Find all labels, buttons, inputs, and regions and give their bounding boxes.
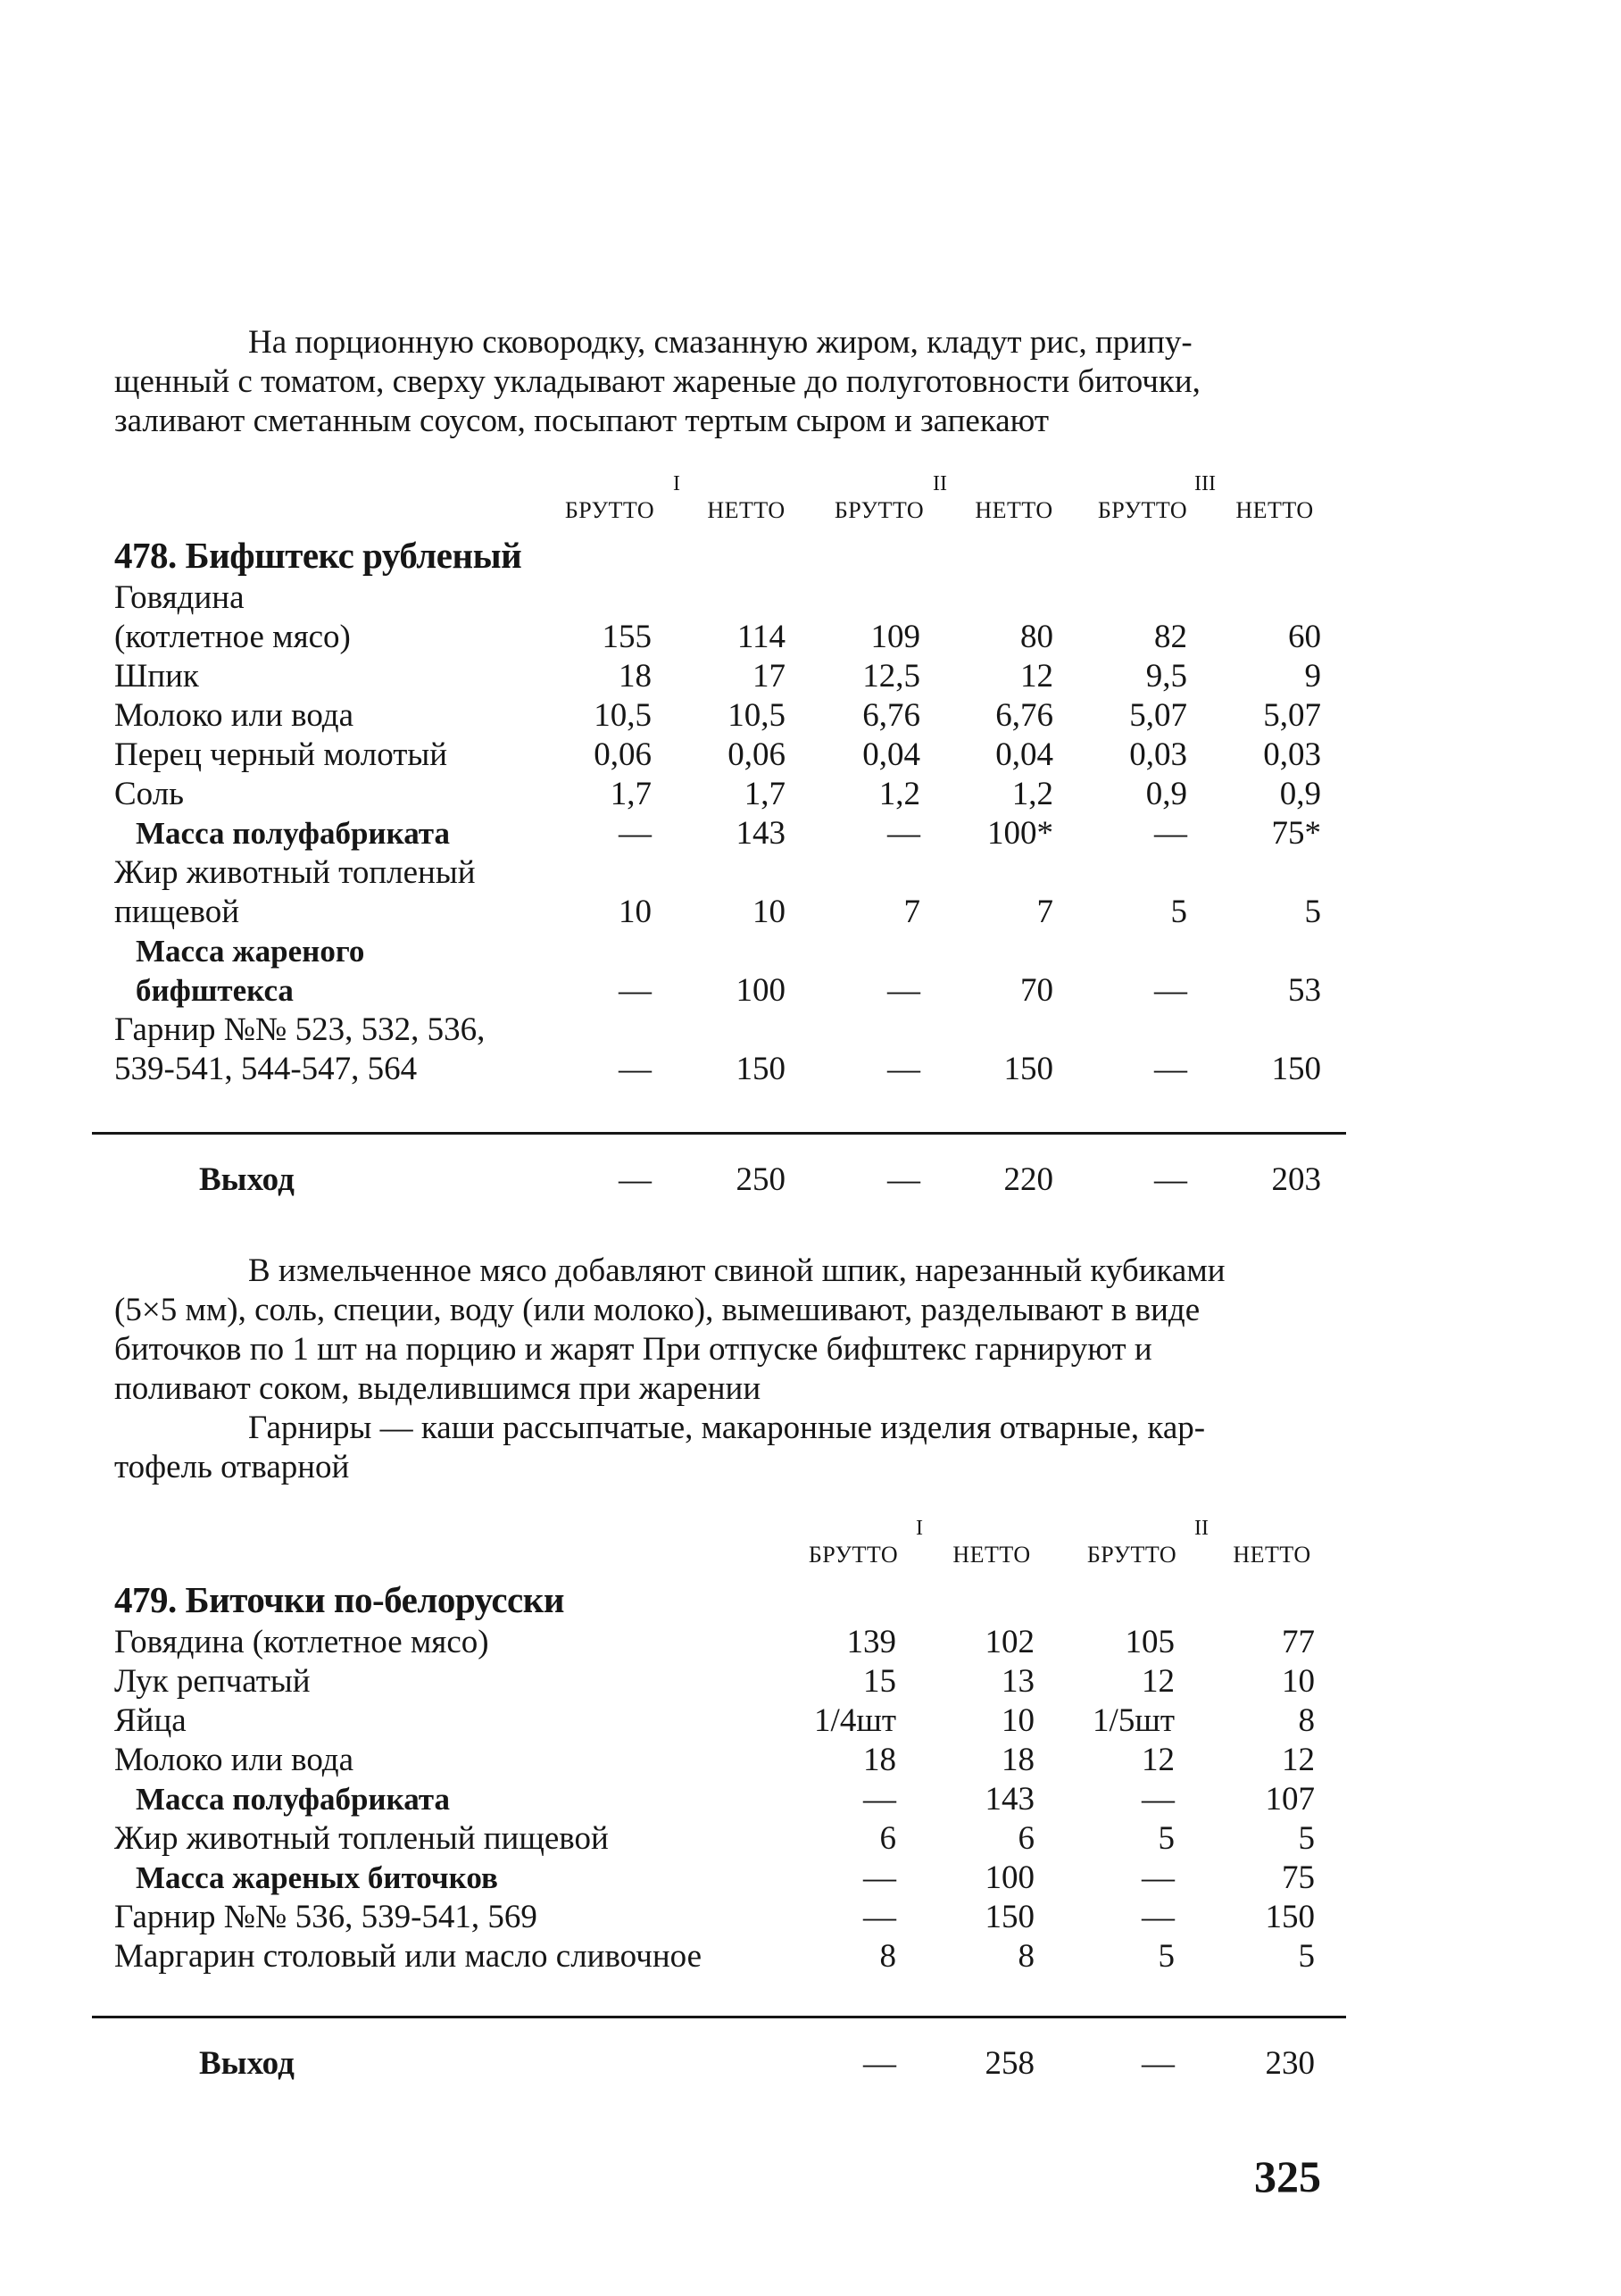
column-group-number: II xyxy=(1194,1517,1209,1540)
table-cell: 10 xyxy=(1282,1663,1315,1700)
column-group-number: I xyxy=(673,472,680,495)
recipe-title: 478. Бифштекс рубленый xyxy=(114,535,522,576)
table-cell: 0,9 xyxy=(1279,776,1321,812)
ingredient-label: Жир животный топленый xyxy=(114,854,476,891)
intro-paragraph xyxy=(114,323,1337,441)
table-cell: 5 xyxy=(1298,1820,1315,1857)
table-cell: 9,5 xyxy=(1145,658,1187,695)
yield-label: Выход xyxy=(199,1161,295,1198)
table-cell: 8 xyxy=(879,1938,896,1975)
table-cell: 10 xyxy=(1002,1702,1035,1739)
table-cell: 150 xyxy=(1265,1899,1315,1935)
table-cell: 15 xyxy=(863,1663,896,1700)
paragraph-line: заливают сметанным соусом, посыпают тертым сыром и запекают xyxy=(114,403,1050,439)
ingredient-label: Соль xyxy=(114,776,185,812)
column-group-number: I xyxy=(916,1517,923,1540)
table-cell: 12 xyxy=(1282,1742,1315,1778)
page-number: 325 xyxy=(1254,2151,1321,2201)
table-cell: 12 xyxy=(1142,1663,1175,1700)
subtotal-label: Масса полуфабриката xyxy=(136,816,450,851)
table-cell: — xyxy=(1154,972,1187,1009)
paragraph-line: биточков по 1 шт на порцию и жарят При отпуске бифштекс гарнируют и xyxy=(114,1331,1152,1368)
yield-cell: 220 xyxy=(1003,1161,1053,1198)
ingredient-label: Гарнир №№ 536, 539-541, 569 xyxy=(114,1899,537,1935)
table-cell: 80 xyxy=(1020,619,1053,655)
table-cell: 12 xyxy=(1142,1742,1175,1778)
column-header: НЕТТО xyxy=(1235,497,1314,523)
table-cell: 139 xyxy=(846,1624,896,1660)
ingredient-label: Перец черный молотый xyxy=(114,736,448,773)
table-cell: 70 xyxy=(1020,972,1053,1009)
table-cell: — xyxy=(887,1051,920,1087)
table-cell: 6,76 xyxy=(862,697,920,734)
table-cell: 5 xyxy=(1304,894,1321,930)
table-cell: 10,5 xyxy=(594,697,652,734)
table-cell: 1/4шт xyxy=(814,1702,896,1739)
table-cell: 7 xyxy=(903,894,920,930)
yield-cell: 250 xyxy=(736,1161,786,1198)
table-cell: 17 xyxy=(752,658,786,695)
table-cell: — xyxy=(863,1781,896,1818)
subtotal-label: Масса полуфабриката xyxy=(136,1782,450,1817)
paragraph-line: щенный с томатом, сверху укладывают жареные до полуготовности биточки, xyxy=(114,363,1201,400)
ingredient-label: Яйца xyxy=(114,1702,187,1739)
table-cell: 107 xyxy=(1265,1781,1315,1818)
table-cell: 75 xyxy=(1282,1859,1315,1896)
table-cell: 8 xyxy=(1018,1938,1035,1975)
table-cell: 1,7 xyxy=(610,776,652,812)
yield-label: Выход xyxy=(199,2045,295,2082)
table-cell: 5 xyxy=(1158,1938,1175,1975)
column-header: НЕТТО xyxy=(1233,1542,1311,1568)
table-cell: 0,06 xyxy=(594,736,652,773)
recipe-478-description xyxy=(114,1252,1337,1409)
paragraph-line: На порционную сковородку, смазанную жиром, кладут рис, припу- xyxy=(248,324,1193,361)
table-cell: 12 xyxy=(1020,658,1053,695)
yield-cell: 230 xyxy=(1265,2045,1315,2082)
ingredient-label: (котлетное мясо) xyxy=(114,619,351,655)
table-cell: 6 xyxy=(879,1820,896,1857)
ingredient-label: Молоко или вода xyxy=(114,697,354,734)
table-cell: — xyxy=(619,815,652,852)
table-cell: 53 xyxy=(1288,972,1321,1009)
subtotal-label: бифштекса xyxy=(136,973,294,1008)
table-cell: 0,06 xyxy=(727,736,786,773)
table-cell: 8 xyxy=(1298,1702,1315,1739)
recipe-title: 479. Биточки по-белорусски xyxy=(114,1579,564,1620)
table-cell: 100 xyxy=(985,1859,1035,1896)
table-cell: 114 xyxy=(736,619,786,655)
table-cell: 18 xyxy=(619,658,652,695)
table-cell: 143 xyxy=(736,815,786,852)
ingredient-label: Молоко или вода xyxy=(114,1742,354,1778)
yield-cell: 258 xyxy=(985,2045,1035,2082)
table-cell: — xyxy=(1142,1899,1175,1935)
table-cell: 0,04 xyxy=(862,736,920,773)
table-cell: 143 xyxy=(985,1781,1035,1818)
table-cell: 105 xyxy=(1125,1624,1175,1660)
table-cell: 18 xyxy=(863,1742,896,1778)
column-header: БРУТТО xyxy=(1086,1542,1177,1568)
table-divider xyxy=(92,2016,1346,2018)
table-cell: 60 xyxy=(1288,619,1321,655)
column-group-number: II xyxy=(933,472,947,495)
yield-cell: — xyxy=(887,1161,920,1198)
table-cell: 0,9 xyxy=(1145,776,1187,812)
table-cell: 5,07 xyxy=(1263,697,1321,734)
ingredient-label: Шпик xyxy=(114,658,199,695)
table-cell: 75* xyxy=(1271,815,1321,852)
ingredient-label: 539-541, 544-547, 564 xyxy=(114,1051,418,1087)
ingredient-label: Гарнир №№ 523, 532, 536, xyxy=(114,1011,486,1048)
ingredient-label: Говядина xyxy=(114,579,245,616)
table-cell: 5,07 xyxy=(1129,697,1187,734)
table-cell: 155 xyxy=(602,619,652,655)
table-cell: 5 xyxy=(1158,1820,1175,1857)
table-cell: 5 xyxy=(1298,1938,1315,1975)
yield-cell: 203 xyxy=(1271,1161,1321,1198)
table-cell: — xyxy=(863,1859,896,1896)
column-header: НЕТТО xyxy=(952,1542,1031,1568)
table-cell: — xyxy=(619,972,652,1009)
ingredient-label: Маргарин столовый или масло сливочное xyxy=(114,1938,702,1975)
table-cell: 6,76 xyxy=(995,697,1053,734)
table-cell: — xyxy=(887,972,920,1009)
table-cell: 150 xyxy=(1271,1051,1321,1087)
table-cell: 1,2 xyxy=(878,776,920,812)
table-cell: 150 xyxy=(1003,1051,1053,1087)
yield-cell: — xyxy=(619,1161,652,1198)
column-header: БРУТТО xyxy=(564,497,655,523)
ingredient-label: Лук репчатый xyxy=(114,1663,311,1700)
table-cell: 150 xyxy=(736,1051,786,1087)
subtotal-label: Масса жареных биточков xyxy=(136,1860,498,1895)
table-cell: — xyxy=(887,815,920,852)
table-cell: — xyxy=(1154,815,1187,852)
table-cell: 100* xyxy=(987,815,1053,852)
table-cell: 1,2 xyxy=(1011,776,1053,812)
table-cell: — xyxy=(619,1051,652,1087)
table-cell: 18 xyxy=(1002,1742,1035,1778)
ingredient-label: Жир животный топленый пищевой xyxy=(114,1820,609,1857)
table-cell: 1/5шт xyxy=(1093,1702,1175,1739)
table-cell: 102 xyxy=(985,1624,1035,1660)
paragraph-line: Гарниры — каши рассыпчатые, макаронные изделия отварные, кар- xyxy=(248,1410,1206,1446)
table-cell: 12,5 xyxy=(862,658,920,695)
table-cell: 13 xyxy=(1002,1663,1035,1700)
ingredient-label: пищевой xyxy=(114,894,240,930)
paragraph-line: поливают соком, выделившимся при жарении xyxy=(114,1370,761,1407)
table-cell: 77 xyxy=(1282,1624,1315,1660)
table-cell: — xyxy=(1142,1859,1175,1896)
table-cell: 82 xyxy=(1154,619,1187,655)
column-header: НЕТТО xyxy=(707,497,786,523)
table-cell: 10 xyxy=(619,894,652,930)
ingredient-label: Говядина (котлетное мясо) xyxy=(114,1624,489,1660)
table-cell: 0,04 xyxy=(995,736,1053,773)
yield-cell: — xyxy=(1142,2045,1175,2082)
table-cell: 9 xyxy=(1304,658,1321,695)
table-cell: 109 xyxy=(870,619,920,655)
garnish-paragraph xyxy=(114,1409,1337,1487)
table-cell: 100 xyxy=(736,972,786,1009)
paragraph-line: (5×5 мм), соль, специи, воду (или молоко), вымешивают, разделывают в виде xyxy=(114,1292,1201,1328)
paragraph-line: В измельченное мясо добавляют свиной шпик, нарезанный кубиками xyxy=(248,1252,1226,1289)
table-cell: — xyxy=(863,1899,896,1935)
paragraph-line: тофель отварной xyxy=(114,1449,350,1485)
table-cell: 150 xyxy=(985,1899,1035,1935)
yield-cell: — xyxy=(1154,1161,1187,1198)
table-cell: 1,7 xyxy=(744,776,786,812)
yield-cell: — xyxy=(863,2045,896,2082)
subtotal-label: Масса жареного xyxy=(136,934,365,969)
column-header: БРУТТО xyxy=(1097,497,1188,523)
table-cell: 5 xyxy=(1170,894,1187,930)
table-cell: 7 xyxy=(1036,894,1053,930)
table-cell: 6 xyxy=(1018,1820,1035,1857)
table-cell: 10 xyxy=(752,894,786,930)
table-cell: 0,03 xyxy=(1263,736,1321,773)
column-group-number: III xyxy=(1194,472,1216,495)
column-header: БРУТТО xyxy=(834,497,925,523)
table-cell: — xyxy=(1154,1051,1187,1087)
column-header: БРУТТО xyxy=(808,1542,899,1568)
table-cell: — xyxy=(1142,1781,1175,1818)
table-cell: 0,03 xyxy=(1129,736,1187,773)
table-cell: 10,5 xyxy=(727,697,786,734)
table-divider xyxy=(92,1132,1346,1135)
column-header: НЕТТО xyxy=(975,497,1053,523)
